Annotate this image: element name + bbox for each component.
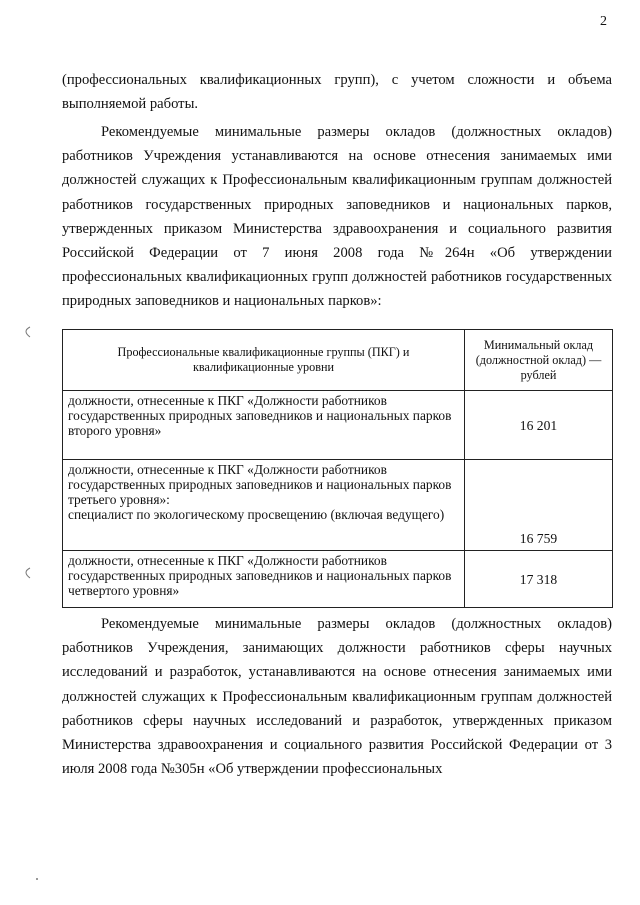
table-header-salary: Минимальный оклад (должностной оклад) — рублей [465,330,613,391]
table-cell-salary: 16 201 [465,391,613,460]
paragraph-intro-continuation: (профессиональных квалификационных групп), с учетом сложности и объема выполняемой работы. [62,72,612,113]
table-cell-salary: 16 759 [465,460,613,551]
table-cell-group [63,460,465,551]
scan-speck [36,878,38,880]
group-text: должности, отнесенные к ПКГ «Должности работников государственных природных заповедников и национальных парков третьего уровня»: [68,462,452,507]
salary-table [62,329,613,608]
punch-hole-mark-icon [20,325,34,339]
paragraph-pkg-reserves: Рекомендуемые минимальные размеры окладов (должностных окладов) работников Учреждения устанавливаются на основе отнесения занимаемых ими должностей служащих к Профессиональным квалификационным группам должностей работников государственных природных заповедников и национальных парков, утвержденных приказом Министерства здравоохранения и социального развития Российской Федерации от 7 июня 2008 года №264н «Об утверждении профессиональных квалификационных групп должностей работников государственных природных заповедников и национальных парков»: [62,124,612,310]
table-cell-salary: 17 318 [465,551,613,608]
table-header-row [63,330,613,391]
table-row [63,391,613,460]
table-header-group: Профессиональные квалификационные группы (ПКГ) и квалификационные уровни [63,330,465,391]
punch-hole-mark-icon [20,566,34,580]
group-text: должности, отнесенные к ПКГ «Должности работников государственных природных заповедников и национальных парков четвертого уровня» [68,553,452,598]
table-cell-group [63,551,465,608]
paragraph-research-staff: Рекомендуемые минимальные размеры окладов (должностных окладов) работников Учреждения, занимающих должности работников сферы научных исследований и разработок, устанавливаются на основе отнесения занимаемых ими должностей служащих к Профессиональным квалификационным группам должностей работников сферы научных исследований и разработок, утвержденных приказом Министерства здравоохранения и социального развития Российской Федерации от 3 июля 2008 года №305н «Об утверждении профессиональных [62,616,612,778]
page-number: 2 [600,14,607,29]
position-text: специалист по экологическому просвещению (включая ведущего) [68,507,445,522]
group-text: должности, отнесенные к ПКГ «Должности работников государственных природных заповедников и национальных парков второго уровня» [68,393,452,438]
table-row [63,551,613,608]
table-row [63,460,613,551]
table-cell-group [63,391,465,460]
